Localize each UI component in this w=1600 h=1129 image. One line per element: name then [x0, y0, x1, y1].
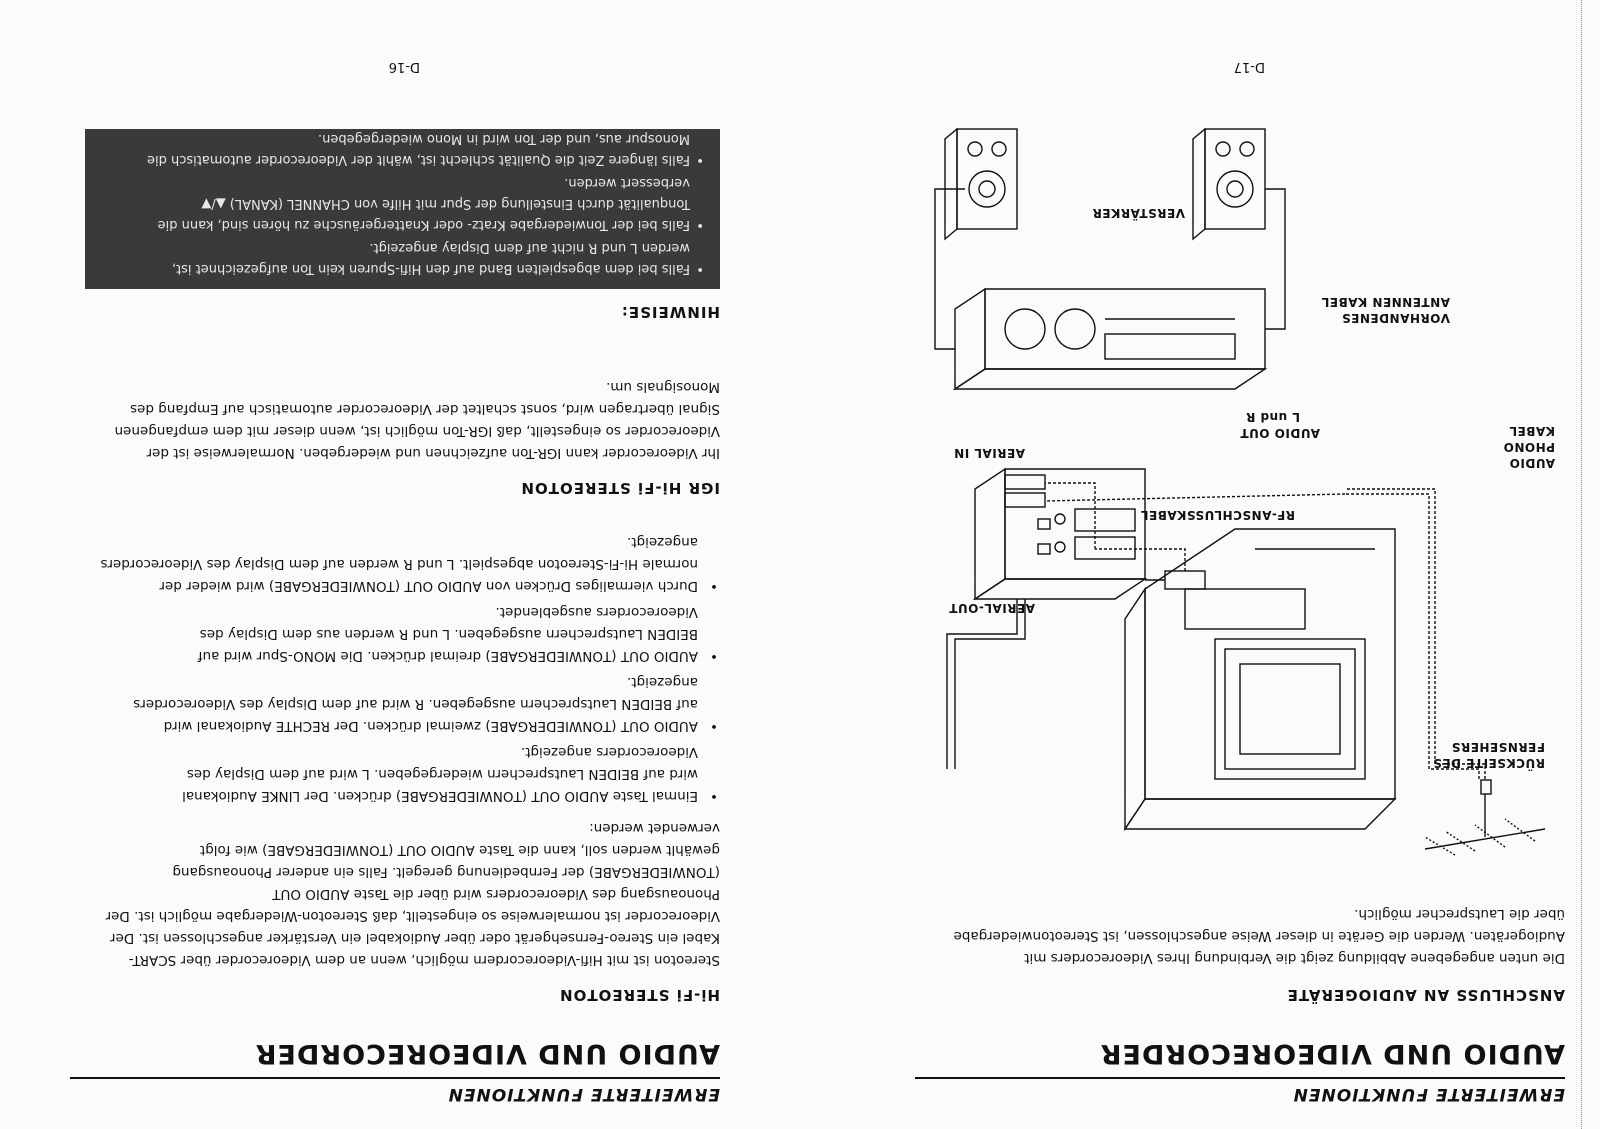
label-phono-3: KABEL: [1508, 424, 1555, 438]
label-amplifier: VERSTÄRKER: [1092, 206, 1185, 220]
list-item: • AUDIO OUT (TONWIEDERGABE) dreimal drücken. Die MONO-Spur wird auf BEIDEN Lautsprechern ausgegeben. L und R werden aus dem Display des Videorecorders ausgeblendet.: [70, 601, 698, 667]
label-antenna-1: VORHANDENES: [1341, 311, 1450, 325]
text-line: Signal übertragen wird, sonst schaltet der Videorecorder automatisch auf Empfang des: [130, 401, 720, 417]
vcr-icon: [975, 469, 1145, 599]
text-line: Phonoausgang des Videorecorders wird über die Taste AUDIO OUT: [272, 886, 720, 902]
label-audio-out-2: L und R: [1245, 410, 1300, 424]
list-item: • Durch viermaliges Drücken von AUDIO OUT (TONWIEDERGABE) wird wieder der normale Hi-Fi-Stereoton abgespielt. L und R werden auf dem Display des Videorecorders angezeigt.: [70, 531, 698, 597]
scan-edge: [1581, 0, 1600, 1129]
right-header-rule: [70, 1077, 720, 1079]
right-page-number: D-16: [388, 59, 420, 74]
antenna-icon: [1425, 780, 1545, 855]
list-item: • AUDIO OUT (TONWIEDERGABE) zweimal drücken. Der RECHTE Audiokanal wird auf BEIDEN Lautsprechern ausgegeben. R wird auf dem Display des Videorecorders angezeigt.: [70, 671, 698, 737]
left-header-rule: [915, 1077, 1565, 1079]
label-aerial-in: AERIAL IN: [953, 446, 1025, 460]
text-line: Audiogeräten. Werden die Geräte in dieser Weise angeschlossen, ist Stereotonwiedergabe: [953, 928, 1565, 944]
right-section1-title: Hi-Fi STEREOTON: [559, 986, 720, 1004]
label-tv-1: RÜCKSEITE DES: [1432, 756, 1545, 770]
text-line: (TONWIEDERGABE) der Fernbedienung geregelt. Falls ein anderer Phonoausgang: [172, 864, 720, 880]
note-item: • Falls bei der Tonwiedergabe Kratz- oder Knattergeräusche zu hören sind, kann die Tonqualität durch Einstellung der Spur mit Hilfe von CHANNEL (KANAL) ▲/▼ verbessert werden.: [97, 172, 690, 235]
amplifier-icon: [955, 289, 1265, 389]
text-line: Stereoton ist mit Hifi-Videorecordern möglich, wenn an dem Videorecorder über SCART-: [128, 952, 720, 968]
text-line: Die unten angegebene Abbildung zeigt die Verbindung Ihres Videorecorders mit: [1024, 950, 1565, 966]
label-antenna-2: ANTENNEN KABEL: [1321, 295, 1450, 309]
right-section1-text: [70, 817, 720, 971]
text-line: verwendet werden:: [589, 820, 720, 836]
right-page-header: ERWEITERTE FUNKTIONEN: [447, 1084, 720, 1104]
left-page-header: ERWEITERTE FUNKTIONEN: [1292, 1084, 1565, 1104]
notes-title: HINWEISE:: [620, 303, 720, 321]
text-line: Kabel ein Stereo-Fernsehgerät oder über Audiokabel ein Verstärker angeschlossen ist. Der: [109, 930, 720, 946]
text-line: Monosignals um.: [606, 379, 720, 395]
text-line: gewählt werden soll, kann die Taste AUDIO OUT (TONWIEDERGABE) wie folgt: [199, 842, 720, 858]
list-item: • Einmal Taste AUDIO OUT (TONWIEDERGABE) drücken. Der LINKE Audiokanal wird auf BEIDEN Lautsprechern wiedergegeben. L wird auf dem Display des Videorecorders angezeigt.: [70, 741, 698, 807]
text-line: Videorecorder so eingestellt, daß IGR-Ton möglich ist, wenn dieser mit dem empfangenen: [114, 423, 720, 439]
right-page-title: AUDIO UND VIDEORECORDER: [254, 1038, 720, 1069]
text-line: Videorecorder ist normalerweise so eingestellt, daß Stereoton-Wiedergabe möglich ist. Der: [105, 908, 720, 924]
note-item: • Falls bei dem abgespielten Band auf den Hifi-Spuren kein Ton aufgezeichnet ist, werden L und R nicht auf dem Display angezeigt.: [97, 237, 690, 279]
label-tv-2: FERNSEHERS: [1451, 740, 1545, 754]
label-phono-1: AUDIO: [1509, 456, 1555, 470]
text-line: Ihr Videorecorder kann IGR-Ton aufzeichnen und wiedergeben. Normalerweise ist der: [146, 445, 720, 461]
audio-connection-diagram: [915, 89, 1565, 889]
speaker-right-icon: [945, 129, 1017, 239]
audio-out-steps-list: [70, 527, 720, 807]
left-page-title: AUDIO UND VIDEORECORDER: [1099, 1038, 1565, 1069]
label-phono-2: PHONO: [1503, 440, 1555, 454]
label-aerial-out: AERIAL-OUT: [948, 601, 1035, 615]
notes-box: [85, 129, 720, 289]
left-page-number: D-17: [1233, 59, 1265, 74]
left-section-title: ANSCHLUSS AN AUDIOGERÄTE: [1286, 986, 1565, 1004]
text-line: über die Lautsprecher möglich.: [1354, 906, 1565, 922]
right-section2-text: [70, 376, 720, 464]
right-section2-title: IGR Hi-Fi STEREOTON: [520, 479, 720, 497]
speaker-left-icon: [1193, 129, 1265, 239]
label-audio-out-1: AUDIO OUT: [1239, 426, 1320, 440]
right-page: [70, 0, 720, 1129]
label-rf-cable: RF-ANSCHLUSSKABEL: [1140, 508, 1295, 522]
left-section-text: [915, 903, 1565, 969]
note-item: • Falls längere Zeit die Qualität schlecht ist, wählt der Videorecorder automatisch die Monospur aus, und der Ton wird in Mono wiedergegeben.: [97, 128, 690, 170]
left-page: [915, 0, 1565, 1129]
